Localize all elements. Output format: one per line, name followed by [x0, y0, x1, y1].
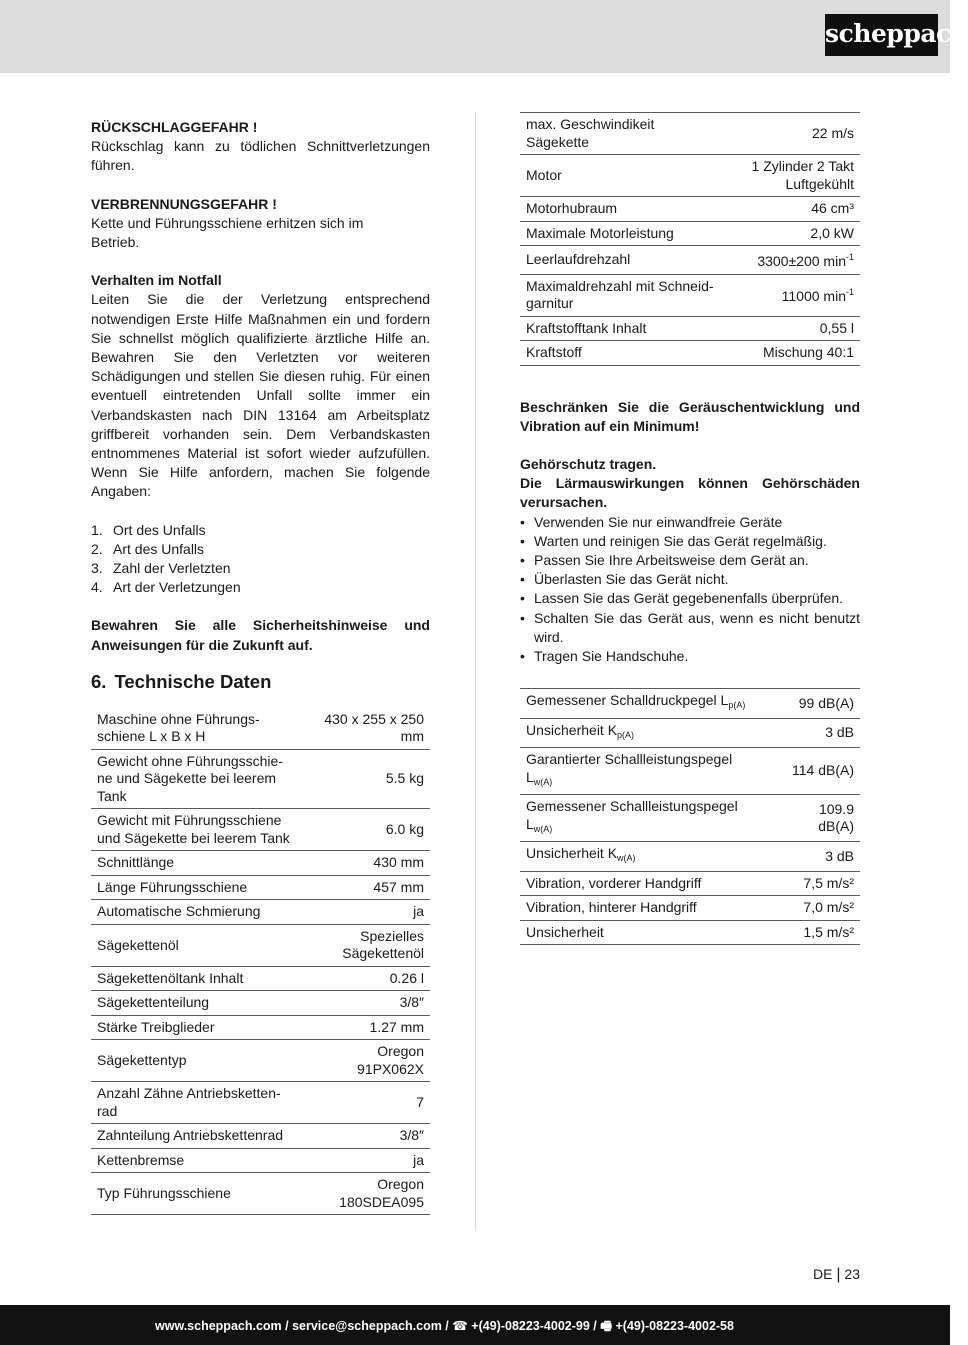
spec-value: 22 m/s: [736, 113, 860, 155]
spec-value: 114 dB(A): [762, 748, 860, 795]
hearing-protection-line: Gehörschutz tragen.: [520, 455, 657, 472]
table-row: [91, 1040, 430, 1082]
spec-label: Sägekettenöl: [91, 924, 313, 966]
spec-value: 0.26 l: [313, 966, 430, 991]
kickback-warning-text: Rückschlag kann zu tödlichen Schnittverletzungen führen.: [91, 138, 430, 174]
spec-label: Vibration, vorderer Handgriff: [520, 871, 762, 896]
emergency-text: Leiten Sie die der Verletzung entsprechend notwendigen Erste Hilfe Maßnahmen ein und fordern Sie schnellst möglich qualifizierte ärztliche Hilfe an. Bewahren Sie den Verletzten vor weiteren Schädigungen und stellen Sie diesen ruhig. Für einen eventuell eintretenden Unfall sollte immer ein Verbandskasten nach DIN 13164 am Arbeitsplatz griffbereit vorhanden sein. Dem Verbandskasten entnommenes Material ist sofort wieder aufzufüllen. Wenn Sie Hilfe anfordern, machen Sie folgende Angaben:: [91, 291, 430, 500]
spec-label: Gewicht ohne Führungsschie- ne und Sägekette bei leerem Tank: [91, 749, 313, 809]
table-row: [520, 689, 860, 719]
spec-value: 3300±200 $\min^{-1}$: [736, 246, 860, 275]
spec-label: Unsicherheit: [520, 920, 762, 945]
table-row: [520, 316, 860, 341]
section-heading: [91, 671, 430, 693]
list-item: 4. Art der Verletzungen: [91, 579, 241, 596]
kickback-warning-title: RÜCKSCHLAGGEFAHR !: [91, 119, 258, 135]
list-item: • Schalten Sie das Gerät aus, wenn es nicht benutzt wird.: [520, 609, 860, 645]
spec-label: Anzahl Zähne Antriebsketten- rad: [91, 1082, 313, 1124]
spec-value: 109.9 dB(A): [762, 795, 860, 842]
noise-vibration-table: [520, 688, 860, 945]
keep-instructions-note: Bewahren Sie alle Sicherheitshinweise und Anweisungen für die Zukunft auf.: [91, 617, 430, 653]
spec-label: Schnittlänge: [91, 851, 313, 876]
spec-value: Oregon 180SDEA095: [313, 1173, 430, 1215]
spec-value: 7,5 m/s²: [762, 871, 860, 896]
table-row: [91, 924, 430, 966]
spec-label: Sägekettentyp: [91, 1040, 313, 1082]
table-row: [520, 842, 860, 872]
list-item: • Lassen Sie das Gerät gegebenenfalls überprüfen.: [520, 590, 843, 607]
table-row: [520, 221, 860, 246]
left-column: [91, 118, 430, 1215]
spec-label: Garantierter Schallleistungspegel $L_{w(A)}$: [520, 748, 762, 795]
technical-data-table: [91, 708, 430, 1216]
table-row: [91, 900, 430, 925]
spec-label: Sägekettenöltank Inhalt: [91, 966, 313, 991]
spec-label: Maschine ohne Führungs- schiene L x B x H: [91, 708, 313, 750]
table-row: [520, 246, 860, 275]
spec-label: Sägekettenteilung: [91, 991, 313, 1016]
column-divider: [475, 112, 476, 1230]
burn-warning-text: Kette und Führungsschiene erhitzen sich im Betrieb.: [91, 214, 364, 251]
hearing-damage-line: Die Lärmauswirkungen können Gehörschäden verursachen.: [520, 475, 860, 511]
spec-label: Kettenbremse: [91, 1148, 313, 1173]
right-column: [520, 112, 860, 945]
spec-label: Leerlaufdrehzahl: [520, 246, 736, 275]
scheppach-logo: scheppach: [825, 14, 938, 56]
section-title: Technische Daten: [114, 670, 272, 692]
list-item: • Verwenden Sie nur einwandfreie Geräte: [520, 513, 783, 530]
table-row: [91, 966, 430, 991]
spec-value: 7,0 m/s²: [762, 896, 860, 921]
table-row: [520, 795, 860, 842]
spec-label: Typ Führungsschiene: [91, 1173, 313, 1215]
table-row: [520, 155, 860, 197]
spec-value: 99 dB(A): [762, 689, 860, 719]
page-number: DE | 23: [813, 1266, 860, 1283]
table-row: [91, 1124, 430, 1149]
noise-bullets: [520, 513, 860, 667]
header-band: [0, 0, 950, 73]
table-row: [520, 920, 860, 945]
table-row: [91, 875, 430, 900]
spec-value: 11000 $\min^{-1}$: [736, 274, 860, 316]
spec-value: 1.27 mm: [313, 1015, 430, 1040]
spec-label: Stärke Treibglieder: [91, 1015, 313, 1040]
spec-label: Gewicht mit Führungsschiene und Sägekette bei leerem Tank: [91, 809, 313, 851]
spec-label: Motorhubraum: [520, 197, 736, 222]
section-number: 6.: [91, 670, 107, 692]
spec-value: 3/8″: [313, 991, 430, 1016]
spec-value: 430 mm: [313, 851, 430, 876]
spec-label: Motor: [520, 155, 736, 197]
spec-value: 3 dB: [762, 842, 860, 872]
spec-label: Maximale Motorleistung: [520, 221, 736, 246]
spec-value: 6.0 kg: [313, 809, 430, 851]
table-row: [520, 197, 860, 222]
spec-value: Mischung 40:1: [736, 341, 860, 366]
spec-value: 0,55 l: [736, 316, 860, 341]
table-row: [91, 991, 430, 1016]
list-item: 3. Zahl der Verletzten: [91, 560, 231, 577]
burn-warning-title: VERBRENNUNGSGEFAHR !: [91, 195, 277, 212]
emergency-title: Verhalten im Notfall: [91, 272, 222, 289]
spec-label: Kraftstofftank Inhalt: [520, 316, 736, 341]
table-row: [91, 1173, 430, 1215]
spec-value: 2,0 kW: [736, 221, 860, 246]
table-row: [91, 749, 430, 809]
list-item: • Passen Sie Ihre Arbeitsweise dem Gerät an.: [520, 551, 809, 568]
spec-value: 3 dB: [762, 718, 860, 748]
list-item: 1. Ort des Unfalls: [91, 521, 206, 538]
spec-label: Automatische Schmierung: [91, 900, 313, 925]
spec-label: Unsicherheit $K_{w(A)}$: [520, 842, 762, 872]
engine-data-table: [520, 112, 860, 366]
spec-label: Gemessener Schallleistungspegel $L_{w(A)}$: [520, 795, 762, 842]
table-row: [520, 274, 860, 316]
list-item: 2. Art des Unfalls: [91, 540, 205, 557]
table-row: [520, 718, 860, 748]
spec-value: ja: [313, 900, 430, 925]
table-row: [91, 851, 430, 876]
spec-label: Gemessener Schalldruckpegel $L_{p(A)}$: [520, 689, 762, 719]
table-row: [91, 1015, 430, 1040]
spec-label: Zahnteilung Antriebskettenrad: [91, 1124, 313, 1149]
spec-value: 5.5 kg: [313, 749, 430, 809]
spec-label: Unsicherheit $K_{p(A)}$: [520, 718, 762, 748]
spec-value: 7: [313, 1082, 430, 1124]
table-row: [91, 1148, 430, 1173]
table-row: [91, 809, 430, 851]
list-item: • Überlasten Sie das Gerät nicht.: [520, 571, 729, 588]
spec-value: Spezielles Sägekettenöl: [313, 924, 430, 966]
spec-value: 430 x 255 x 250 mm: [313, 708, 430, 750]
spec-label: Kraftstoff: [520, 341, 736, 366]
table-row: [520, 748, 860, 795]
table-row: [91, 1082, 430, 1124]
table-row: [91, 708, 430, 750]
spec-value: 457 mm: [313, 875, 430, 900]
table-row: [520, 896, 860, 921]
list-item: • Tragen Sie Handschuhe.: [520, 647, 689, 664]
list-item: • Warten und reinigen Sie das Gerät regelmäßig.: [520, 532, 827, 549]
table-row: [520, 113, 860, 155]
spec-value: 3/8″: [313, 1124, 430, 1149]
spec-label: Länge Führungsschiene: [91, 875, 313, 900]
table-row: [520, 341, 860, 366]
spec-value: 1,5 m/s²: [762, 920, 860, 945]
table-row: [520, 871, 860, 896]
emergency-steps: [91, 521, 430, 598]
spec-value: 1 Zylinder 2 Takt Luftgekühlt: [736, 155, 860, 197]
spec-value: ja: [313, 1148, 430, 1173]
footer-contact: www.scheppach.com / service@scheppach.com / ☎ +(49)-08223-4002-99 / 🖷 +(49)-08223-4002-58: [155, 1319, 734, 1333]
noise-heading: Beschränken Sie die Geräuschentwicklung und Vibration auf ein Minimum!: [520, 398, 860, 434]
spec-value: Oregon 91PX062X: [313, 1040, 430, 1082]
spec-value: 46 cm³: [736, 197, 860, 222]
spec-label: max. Geschwindikeit Sägekette: [520, 113, 736, 155]
spec-label: Vibration, hinterer Handgriff: [520, 896, 762, 921]
spec-label: Maximaldrehzahl mit Schneid- garnitur: [520, 274, 736, 316]
